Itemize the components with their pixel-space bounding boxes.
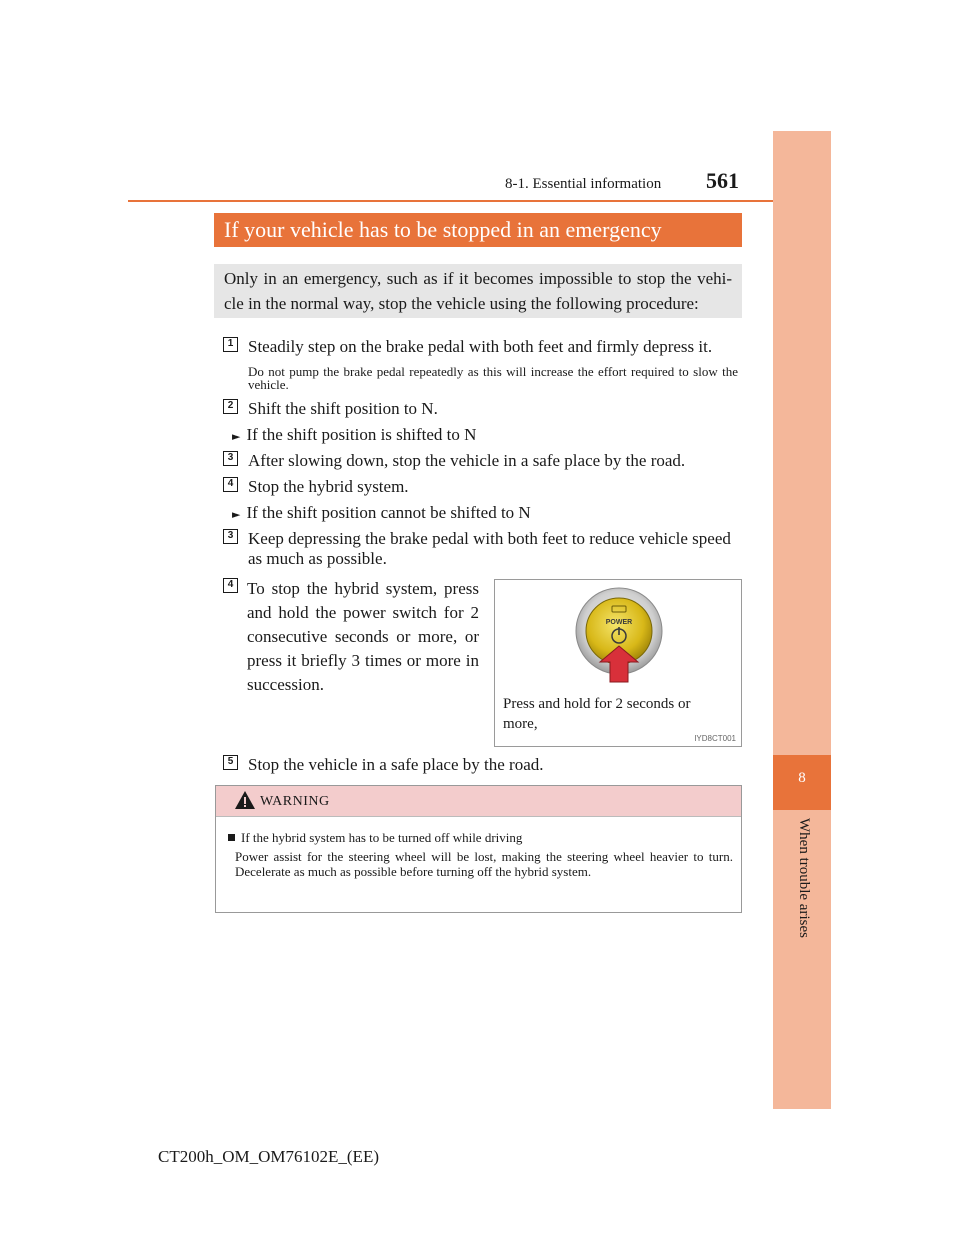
figure-code: IYD8CT001 [694, 734, 736, 743]
warning-box [215, 785, 742, 913]
subheading-shifted-text: If the shift position is shifted to N [246, 425, 477, 444]
figure-caption: Press and hold for 2 seconds or more, [503, 696, 691, 732]
page-number: 561 [706, 168, 739, 193]
step-badge-5: 5 [223, 755, 238, 770]
step-3b-text-line1: Keep depressing the brake pedal with both feet to reduce vehicle speed [248, 529, 731, 548]
triangle-right-icon: ► [232, 508, 241, 521]
subheading-not-shifted-text: If the shift position cannot be shifted to N [246, 503, 531, 522]
subheading-not-shifted [232, 501, 531, 527]
step-badge-4b: 4 [223, 578, 238, 593]
warning-text: Power assist for the steering wheel will be lost, making the steering wheel heavier to turn. Decelerate as much as possible before turning off the hybrid system. [235, 849, 733, 879]
step-3a-text: After slowing down, stop the vehicle in a safe place by the road. [248, 451, 686, 470]
chapter-side-tab [773, 131, 831, 1109]
step-5-text: Stop the vehicle in a safe place by the road. [248, 755, 544, 774]
chapter-title: When trouble arises [796, 818, 812, 938]
power-label: POWER [605, 619, 633, 626]
step-1-note: Do not pump the brake pedal repeatedly as this will increase the effort required to slow the vehicle. [248, 364, 738, 392]
chapter-number: 8 [798, 770, 806, 786]
warning-heading: If the hybrid system has to be turned off while driving [241, 830, 523, 845]
step-4b-text: To stop the hybrid system, press and hold the power switch for 2 consecutive seconds or more, or press it briefly 3 times or more in succession. [247, 579, 479, 694]
chapter-title-vertical [794, 818, 814, 958]
bullet-square-icon [228, 834, 235, 841]
warning-title: WARNING [260, 794, 330, 809]
section-title: If your vehicle has to be stopped in an emergency [214, 213, 742, 247]
step-2-text: Shift the shift position to N. [248, 399, 438, 418]
warning-header [216, 786, 741, 817]
warning-triangle-icon [234, 790, 256, 810]
power-switch-illustration [495, 580, 743, 690]
step-badge-2: 2 [223, 399, 238, 414]
header-rule [128, 200, 773, 202]
step-badge-4a: 4 [223, 477, 238, 492]
step-badge-1: 1 [223, 337, 238, 352]
step-1-text: Steadily step on the brake pedal with both feet and firmly depress it. [248, 337, 713, 356]
document-code-footer: CT200h_OM_OM76102E_(EE) [158, 1147, 379, 1166]
power-switch-figure [494, 579, 742, 747]
section-header: 8-1. Essential information [505, 176, 662, 192]
warning-body [228, 830, 733, 879]
step-badge-3a: 3 [223, 451, 238, 466]
step-badge-3b: 3 [223, 529, 238, 544]
triangle-right-icon: ► [232, 430, 241, 443]
intro-box: Only in an emergency, such as if it becomes impossible to stop the vehi-cle in the normal way, stop the vehicle using the following procedure: [214, 264, 742, 318]
step-3b-text-line2: as much as possible. [248, 549, 387, 568]
step-4a-text: Stop the hybrid system. [248, 477, 409, 496]
subheading-shifted [232, 423, 476, 449]
